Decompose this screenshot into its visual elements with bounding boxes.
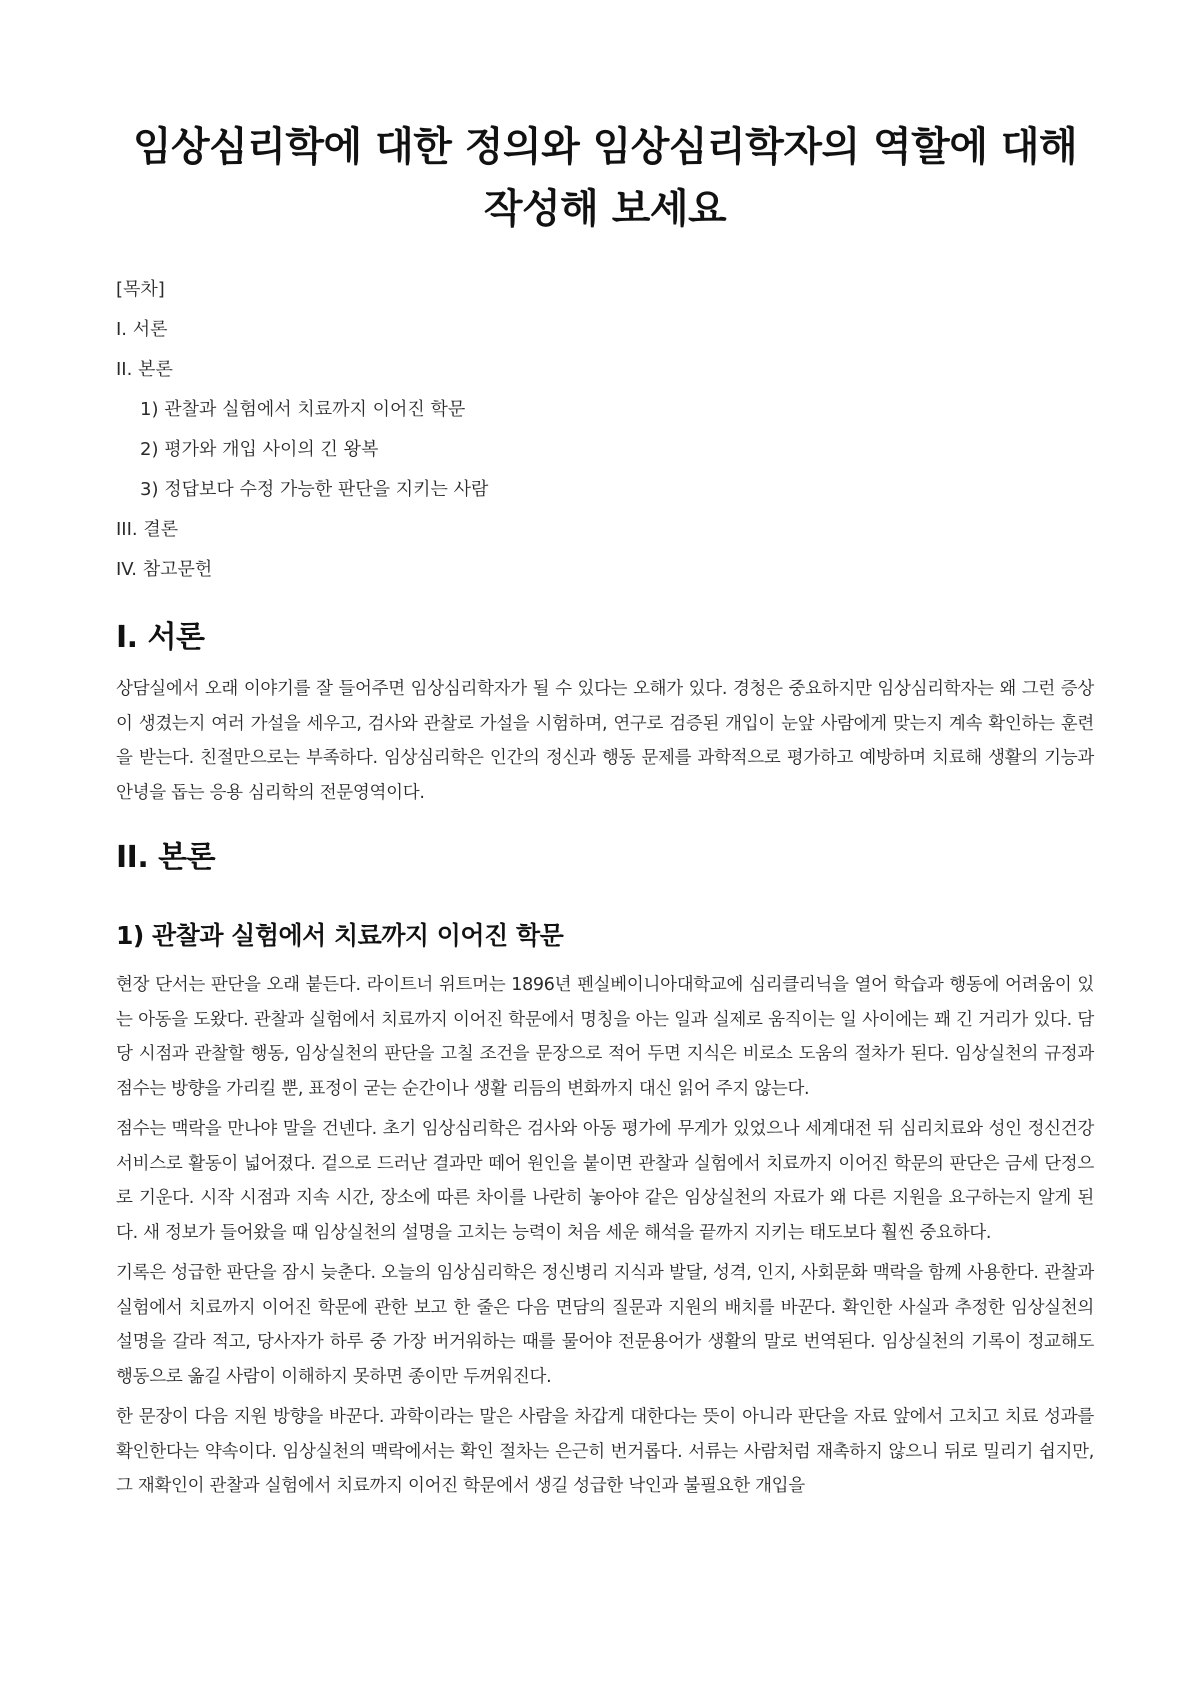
- body-paragraph: 한 문장이 다음 지원 방향을 바꾼다. 과학이라는 말은 사람을 차갑게 대한다는 뜻이 아니라 판단을 자료 앞에서 고치고 치료 성과를 확인한다는 약속이다. 임상실천의 맥락에서는 확인 절차는 은근히 번거롭다. 서류는 사람처럼 재촉하지 않으니 뒤로 밀리기 쉽지만, 그 재확인이 관찰과 실험에서 치료까지 이어진 학문에서 생길 성급한 낙인과 불필요한 개입을: [116, 1407, 1094, 1496]
- section-heading-intro: I. 서론: [116, 620, 205, 655]
- body-paragraph: 현장 단서는 판단을 오래 붙든다. 라이트너 위트머는 1896년 펜실베이니아대학교에 심리클리닉을 열어 학습과 행동에 어려움이 있는 아동을 도왔다. 관찰과 실험에서 치료까지 이어진 학문에서 명칭을 아는 일과 실제로 움직이는 일 사이에는 꽤 긴 거리가 있다. 담당 시점과 관찰할 행동, 임상실천의 판단을 고칠 조건을 문장으로 적어 두면 지식은 비로소 도움의 절차가 된다. 임상실천의 규정과 점수는 방향을 가리킬 뿐, 표정이 굳는 순간이나 생활 리듬의 변화까지 대신 읽어 주지 않는다.: [116, 975, 1094, 1099]
- toc-item-references: IV. 참고문헌: [116, 559, 213, 580]
- document-title: 임상심리학에 대한 정의와 임상심리학자의 역할에 대해 작성해 보세요: [132, 124, 1078, 232]
- intro-paragraph: 상담실에서 오래 이야기를 잘 들어주면 임상심리학자가 될 수 있다는 오해가 있다. 경청은 중요하지만 임상심리학자는 왜 그런 증상이 생겼는지 여러 가설을 세우고, 검사와 관찰로 가설을 시험하며, 연구로 검증된 개입이 눈앞 사람에게 맞는지 계속 확인하는 훈련을 받는다. 친절만으로는 부족하다. 임상심리학은 인간의 정신과 행동 문제를 과학적으로 평가하고 예방하며 치료해 생활의 기능과 안녕을 돕는 응용 심리학의 전문영역이다.: [116, 679, 1094, 803]
- toc-item-body-1: 1) 관찰과 실험에서 치료까지 이어진 학문: [140, 399, 466, 420]
- toc-heading: [목차]: [116, 279, 165, 300]
- table-of-contents: [116, 270, 1094, 590]
- body-paragraph: 기록은 성급한 판단을 잠시 늦춘다. 오늘의 임상심리학은 정신병리 지식과 발달, 성격, 인지, 사회문화 맥락을 함께 사용한다. 관찰과 실험에서 치료까지 이어진 학문에 관한 보고 한 줄은 다음 면담의 질문과 지원의 배치를 바꾼다. 확인한 사실과 추정한 임상실천의 설명을 갈라 적고, 당사자가 하루 중 가장 버거워하는 때를 물어야 전문용어가 생활의 말로 번역된다. 임상실천의 기록이 정교해도 행동으로 옮길 사람이 이해하지 못하면 종이만 두꺼워진다.: [116, 1263, 1094, 1387]
- body-paragraph: 점수는 맥락을 만나야 말을 건넨다. 초기 임상심리학은 검사와 아동 평가에 무게가 있었으나 세계대전 뒤 심리치료와 성인 정신건강 서비스로 활동이 넓어졌다. 겉으로 드러난 결과만 떼어 원인을 붙이면 관찰과 실험에서 치료까지 이어진 학문의 판단은 금세 단정으로 기운다. 시작 시점과 지속 시간, 장소에 따른 차이를 나란히 놓아야 같은 임상실천의 자료가 왜 다른 지원을 요구하는지 알게 된다. 새 정보가 들어왔을 때 임상실천의 설명을 고치는 능력이 처음 세운 해석을 끝까지 지키는 태도보다 훨씬 중요하다.: [116, 1119, 1094, 1243]
- section-heading-body: II. 본론: [116, 840, 216, 875]
- subsection-heading-1: 1) 관찰과 실험에서 치료까지 이어진 학문: [116, 921, 564, 950]
- toc-item-body-2: 2) 평가와 개입 사이의 긴 왕복: [140, 439, 379, 460]
- toc-item-intro: I. 서론: [116, 319, 168, 340]
- toc-item-conclusion: III. 결론: [116, 519, 179, 540]
- toc-item-body-3: 3) 정답보다 수정 가능한 판단을 지키는 사람: [140, 479, 489, 500]
- toc-item-body: II. 본론: [116, 359, 173, 380]
